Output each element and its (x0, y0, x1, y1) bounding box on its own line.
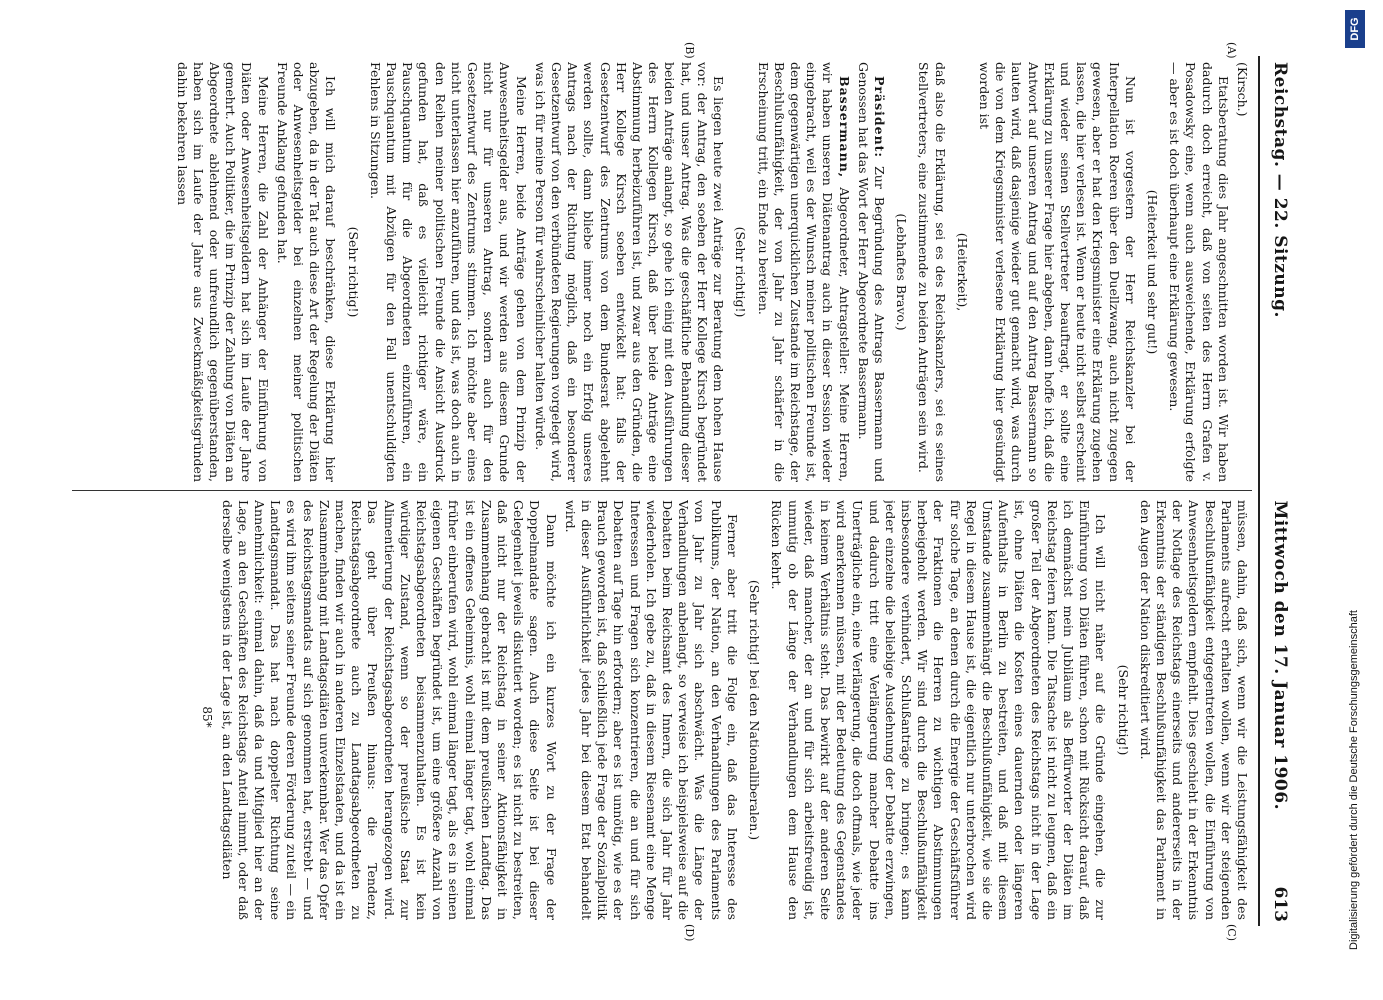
paragraph: Es liegen heute zwei Anträge zur Beratung dem hohen Hause vor: der Antrag, den soeben der Herr Kollege Kirsch begründet hat, und unser Antrag. Was die geschäftliche Behandlung dieser beiden Anträge anlangt, so gehe ich einig mit den Ausführungen des Herrn Kollegen Kirsch, daß über beide Anträge eine Abstimmung herbeizuführen ist, und zwar aus den Gründen, die Herr Kollege Kirsch soeben entwickelt hat: falls der Gesetzentwurf des Zentrums von dem Bundesrat abgelehnt werden sollte, dann bliebe immer noch ein Erfolg unseres Antrags nach der Richtung möglich, daß ein besonderer Gesetzentwurf von den verbündeten Regierungen vorgelegt wird, was ich für meine Person für wahrscheinlicher halten würde. (532, 62, 727, 482)
interjection: (Sehr richtig!) (345, 226, 361, 318)
column-divider (72, 490, 1252, 491)
interjection: (Sehr richtig!) (733, 226, 749, 318)
speaker-name: Präsident: (871, 76, 887, 159)
interjection: (Heiterkeit und sehr gut!) (1144, 189, 1160, 355)
paragraph: Meine Herren, die Zahl der Anhänger der Einführung von Diäten oder Anwesenheitsgeldern hat sich im Laufe der Jahre gemehrt. Auch Politiker, die im Prinzip der Zahlung von Diäten an Abgeordnete ablehnend oder unfreundlich gegenüberstanden, haben sich im Laufe der Jahre aus Zweckmäßigkeitsgründen dahin bekehren lassen (174, 62, 271, 482)
page-number: 613 (1270, 886, 1290, 922)
paragraph: Ich will nicht näher auf die Gründe eingehen, die zur Einführung von Diäten führen, schon mit Rücksicht darauf, daß ich demnächst mein Jubiläum als Befürworter der Diäten im Reichstag feiern kann. Die Tatsache ist nicht zu leugnen, daß ein großer Teil der Abgeordneten des Reichstags nicht in der Lage ist, ohne Diäten die Kosten eines dauernden oder längeren Aufenthalts in Berlin zu bestreiten, und daß mit diesem Umstande zusammenhängt die Beschlußunfähigkeit, wie sie die Regel in diesem Hause ist, die eigentlich nur unterbrochen wird für solche Tage, an denen durch die Energie der Geschäftsführer der Fraktionen die Herren zu wichtigen Abstimmungen herbeigeholt werden. Wir sind durch die Beschlußunfähigkeit insbesondere verhindert, Schlußanträge zu bringen; es kann jeder einzelne die beliebige Ausdehnung der Debatte erzwingen, und dadurch tritt eine Verlängerung mancher Debatte ins Unerträgliche ein, eine Verlängerung, die doch oftmals, wie jeder wird anerkennen müssen, mit der Bedeutung des Gegenstandes in keinem Verhältnis steht. Das bewirkt auf der anderen Seite wieder, daß mancher, der an und für sich arbeitsfreudig ist, unmutig ob der Länge der Verhandlungen dem Hause den Rücken kehrt. (769, 500, 1109, 920)
paragraph-president (855, 62, 887, 482)
interjection: (Heiterkeit), (954, 232, 970, 312)
paragraph: Dann möchte ich ein kurzes Wort zu der Frage der Doppelmandate sagen. Auch diese Seite ist bei dieser Gelegenheit jeweils diskutiert worden; es ist nicht zu bestreiten, daß nicht nur der Reichstag in seiner Aktionsfähigkeit in Zusammenhang gebracht ist mit dem preußischen Landtag. Das ist ein offenes Geheimnis, wohl einmal länger tagt, wohl einmal früher einberufen wird, wohl einmal länger tagt, als es in seinen eigenen Geschäften begründet ist, um eine größere Anzahl von Reichstagsabgeordneten beisammenzuhalten. Es ist kein würdiger Zustand, wenn so der preußische Staat zur Alimentierung der Reichstagsabgeordneten herangezogen wird. Das geht über Preußen hinaus: die Tendenz, Reichstagsabgeordnete auch zu Landtagsabgeordneten zu machen, finden wir auch in anderen Einzelstaaten, und da ist ein Zusammenhang mit Landtagsdiäten unverkennbar. Wer das Opfer des Reichstagsmandats auf sich genommen hat, erstrebt — und es wird ihm seitens seiner Freunde deren Förderung zuteil — ein Landtagsmandat. Das hat nach doppelter Richtung seine Annehmlichkeit: einmal dahin, daß da und Mitglied hier an der Lage, an den Geschäften des Reichstags Anteil nimmt, oder daß derselbe wenigstens in der Lage ist, an den Landtagsdiäten (219, 500, 559, 920)
running-header (1256, 50, 1296, 930)
column-right (80, 500, 1250, 920)
margin-mark-d: (D) (683, 924, 696, 942)
dfg-logo: DFG (1345, 10, 1365, 48)
paragraph: Ferner aber tritt die Folge ein, daß das Interesse des Publikums, der Nation, an den Verhandlungen des Parlaments von Jahr zu Jahr sich abschwächt. Was die Länge der Verhandlungen anbelangt, so verweise ich beispielsweise auf die Debatten beim Reichsamt des Innern, die sich Jahr für Jahr wiederholen. Ich gebe zu, daß in diesem Riesenamt eine Menge Interessen und Fragen sich konzentrieren, die an und für sich Debatten auf Tage hin erfordern; aber es ist unnötig, wie es der Brauch geworden ist, daß schließlich jede Frage der Sozialpolitik in dieser Ausführlichkeit jedes Jahr bei diesem Etat behandelt wird. (562, 500, 740, 920)
interjection: (Sehr richtig! bei den Nationalliberalen.) (747, 579, 763, 841)
paragraph: müssen, dahin, daß sich, wenn wir die Leistungsfähigkeit des Parlaments aufrecht erhalten wollen, wenn wir der steigenden Beschlußunfähigkeit entgegentreten wollen, die Einführung von Anwesenheitsgeldern empfiehlt. Dies geschieht in der Erkenntnis der Notlage des Reichstags einerseits und andererseits in der Erkenntnis der ständigen Beschlußunfähigkeit das Parlament in den Augen der Nation diskreditiert wird. (1137, 500, 1250, 920)
speaker-tag: (Kirsch.) (1235, 62, 1250, 117)
header-date: Mittwoch den 17. Januar 1906. (1270, 500, 1290, 810)
column-left (80, 62, 1250, 482)
paragraph-text: Abgeordneter, Antragsteller: Meine Herren, wir haben unseren Diätenantrag auch in dieser Session wieder eingebracht, weil es der Wunsch meiner politischen Freunde ist, dem gegenwärtigen unerquicklichen Zustande im Reichstage, der Beschlußunfähigkeit, der von Jahr zu Jahr schärfer in die Erscheinung tritt, ein Ende zu bereiten. (755, 62, 852, 482)
paragraph: Nun ist vorgestern der Herr Reichskanzler bei der Interpellation Roeren über den Duellzwang, auch nicht zugegen gewesen, aber er hat den Kriegsminister eine Erklärung zugehen lassen, die hier verlesen ist. Wenn er heute nicht selbst erscheint und wieder seinen Stellvertreter beauftragt, er sollte eine Erklärung zu unserer Frage hier abgeben, dann hoffe ich, daß die Antwort auf unseren Antrag und auf den Antrag Bassermann so lauten wird, daß dasjenige wieder gut gemacht wird, was durch die von dem Kriegsminister verlesene Erklärung hier gesündigt worden ist (976, 62, 1138, 482)
margin-mark-c: (C) (1225, 924, 1238, 941)
paragraph-bassermann (754, 62, 851, 482)
paragraph: Meine Herren, beide Anträge gehen von dem Prinzip der Anwesenheitsgelder aus, und wir werden aus diesem Grunde nicht nur für unseren Antrag, sondern auch für den Gesetzentwurf des Zentrums stimmen. Ich möchte aber eines nicht unterlassen hier anzuführen, und das ist, was doch auch in den Reihen meiner politischen Freunde die Ansicht Ausdruck gefunden hat, daß es vielleicht richtiger wäre, ein Pauschquantum für die Abgeordneten einzuführen, ein Pauschquantum mit Abzügen für den Fall unentschuldigten Fehlens in Sitzungen. (367, 62, 529, 482)
margin-mark-b: (B) (683, 42, 696, 59)
interjection: (Sehr richtig!) (1115, 664, 1131, 756)
header-left: Reichstag. — 22. Sitzung. (1270, 62, 1290, 318)
speaker-name: Bassermann, (836, 76, 852, 179)
paragraph: Etatsberatung dies Jahr angeschnitten worden ist. Wir haben dadurch doch erreicht, daß von seiten des Herrn Grafen v. Posadowsky eine, wenn auch ausweichende, Erklärung erfolgte — aber es ist doch überhaupt eine Erklärung gewesen. (1167, 62, 1231, 482)
paragraph: daß also die Erklärung, sei es des Reichskanzlers, sei es seines Stellvertreters, eine zustimmende zu beiden Anträgen sein wird. (916, 62, 948, 482)
document-sheet (66, 42, 1296, 942)
paragraph-text: Zur Begründung des Antrags Bassermann und Genossen hat das Wort der Herr Abgeordnete Bassermann. (855, 62, 887, 482)
dfg-credit-line (1345, 10, 1367, 990)
header-rule (1258, 56, 1260, 926)
interjection: (Lebhaftes Bravo.) (894, 213, 910, 331)
dfg-credit-text: Digitalisierung gefördert durch die Deutsche Forschungsgemeinschaft (1348, 610, 1360, 950)
margin-mark-a: (A) (1225, 42, 1238, 59)
paragraph: Ich will mich darauf beschränken, diese Erklärung hier abzugeben, da in der Tat auch diese Art der Regelung der Diäten oder Anwesenheitsgelder bei einzelnen meiner politischen Freunde Anklang gefunden hat. (274, 62, 339, 482)
sheet-signature: 85* (200, 706, 215, 728)
